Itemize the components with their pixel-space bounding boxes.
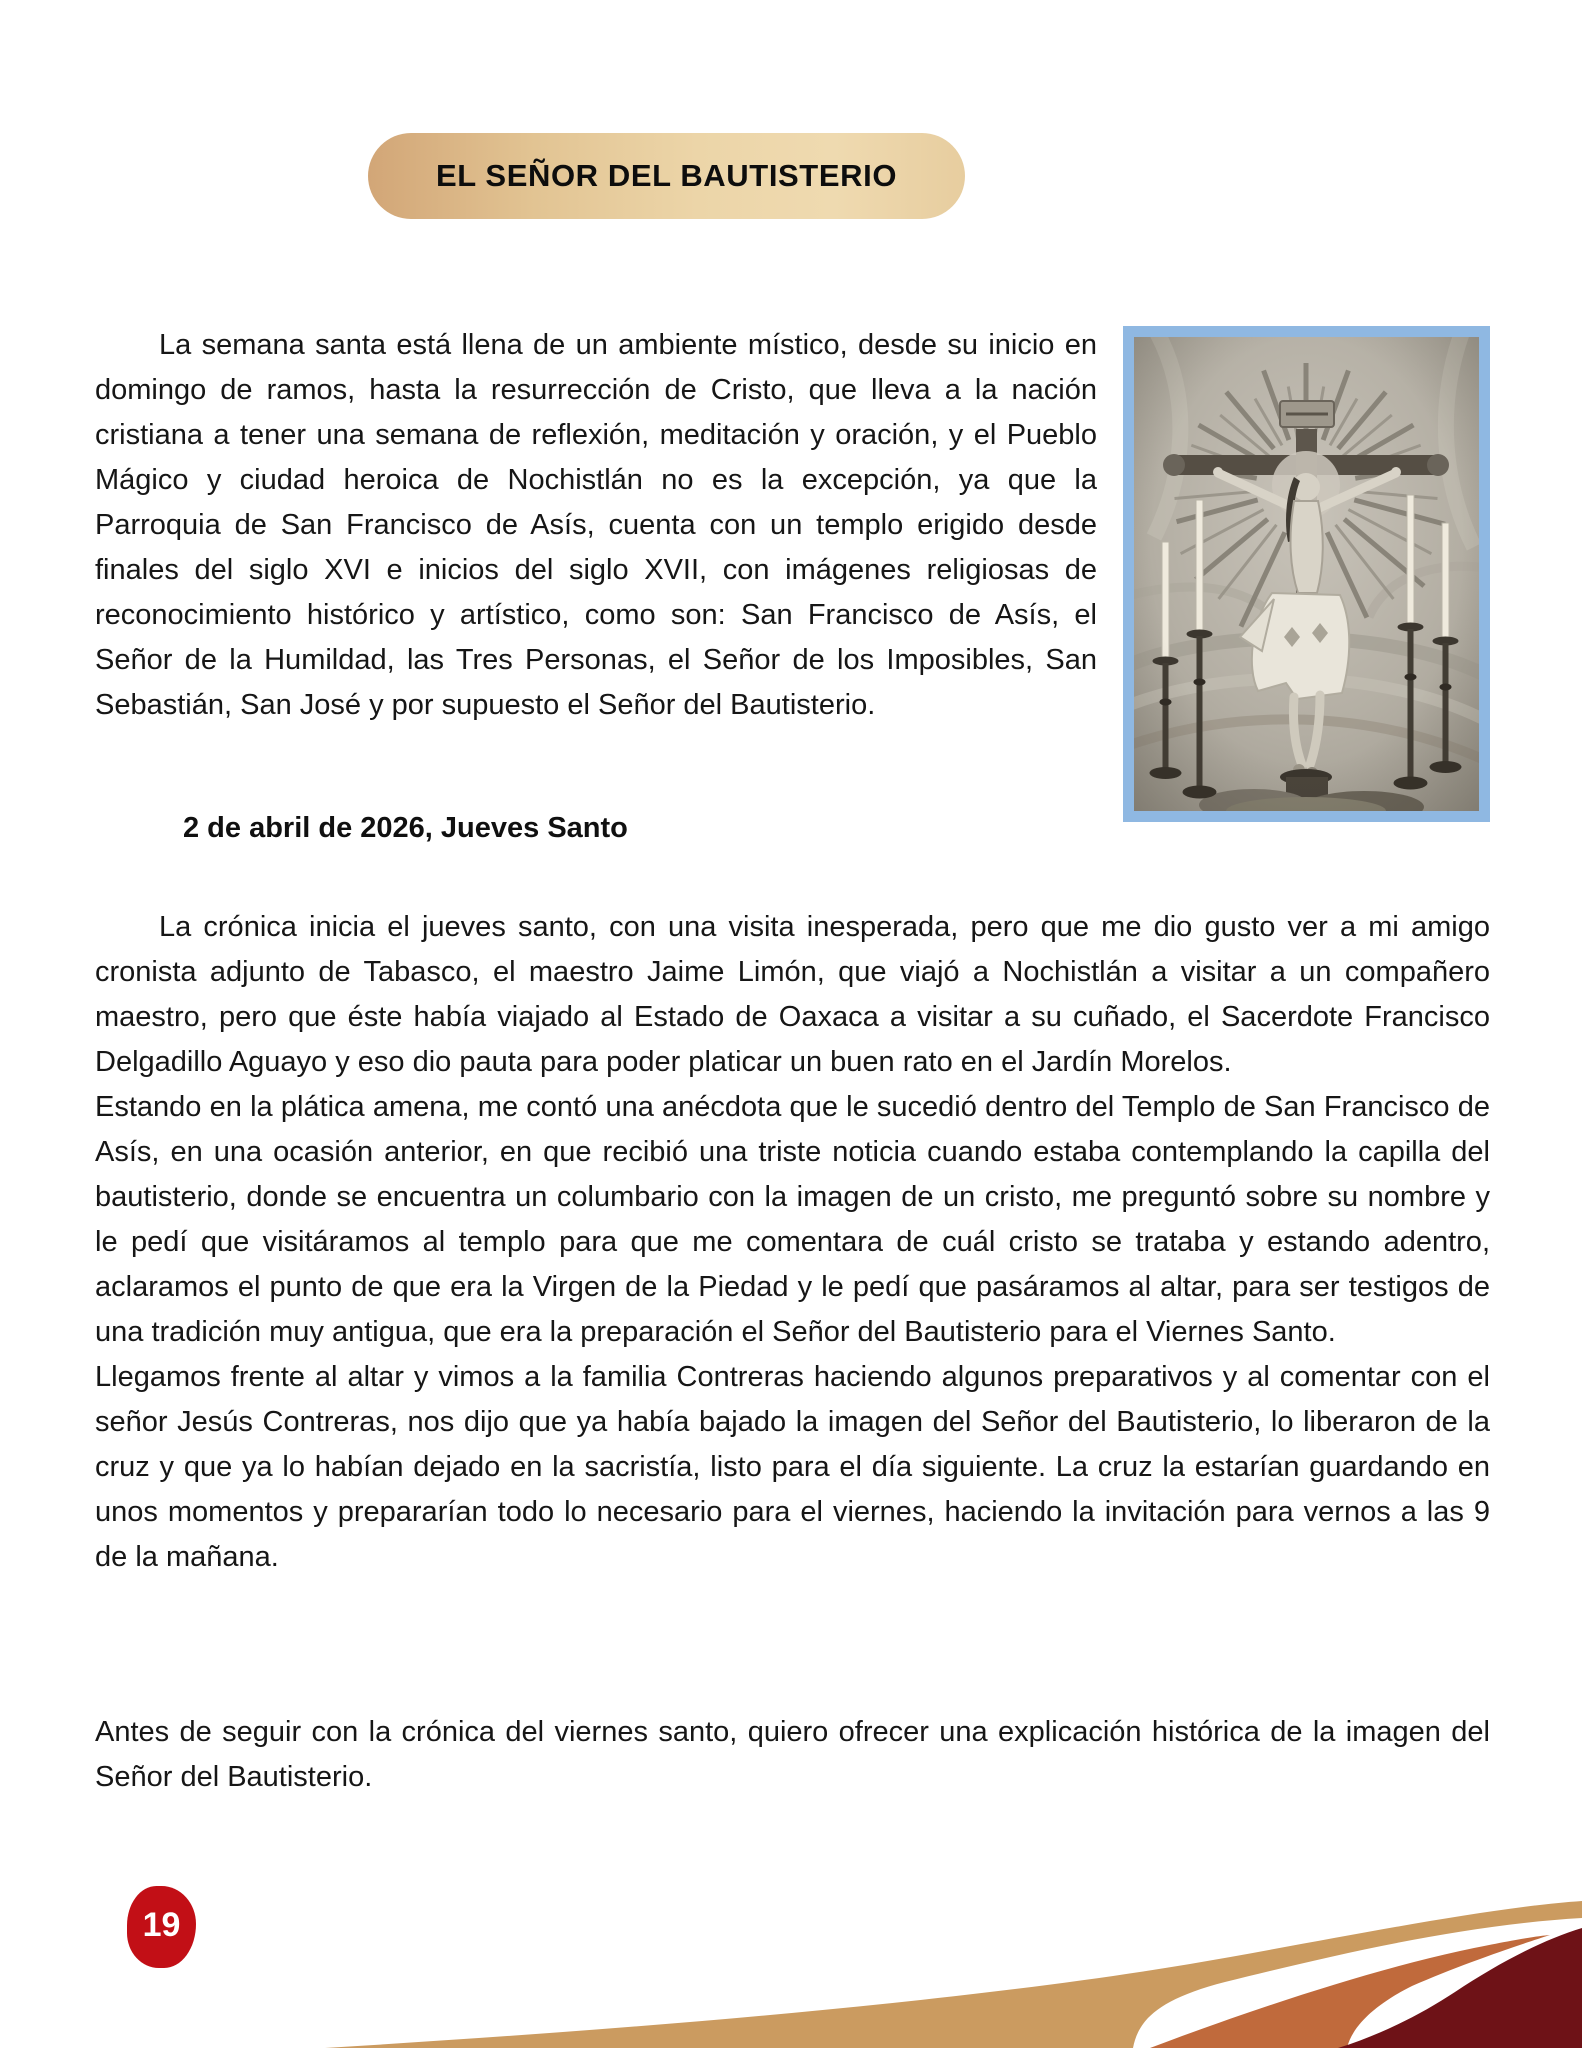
- date-heading: 2 de abril de 2026, Jueves Santo: [183, 812, 628, 844]
- title-banner: [368, 133, 965, 219]
- footer-wave-decoration: [0, 1808, 1582, 2048]
- crucifix-photo: [1123, 326, 1490, 822]
- crucifix-photo-art: [1134, 337, 1479, 811]
- paragraph-thursday-visit: La crónica inicia el jueves santo, con una visita inesperada, pero que me dio gusto ver a mi amigo cronista adjunto de Tabasco, el maestro Jaime Limón, que viajó a Nochistlán a visitar a un compañero maestro, pero que éste había viajado al Estado de Oaxaca a visitar a su cuñado, el Sacerdote Francisco Delgadillo Aguayo y eso dio pauta para poder platicar un buen rato en el Jardín Morelos.: [95, 911, 1490, 1078]
- page-number: 19: [142, 1905, 181, 1944]
- intro-section: [95, 323, 1490, 851]
- paragraph-anecdote: Estando en la plática amena, me contó una anécdota que le sucedió dentro del Templo de San Francisco de Asís, en una ocasión anterior, en que recibió una triste noticia cuando estaba contemplando la capilla del bautisterio, donde se encuentra un columbario con la imagen de un cristo, me preguntó sobre su nombre y le pedí que visitáramos al templo para que me comentara de cuál cristo se trataba y estando adentro, aclaramos el punto de que era la Virgen de la Piedad y le pedí que pasáramos al altar, para ser testigos de una tradición muy antigua, que era la preparación el Señor del Bautisterio para el Viernes Santo.: [95, 1091, 1490, 1348]
- paragraph-altar: Llegamos frente al altar y vimos a la familia Contreras haciendo algunos preparativos y al comentar con el señor Jesús Contreras, nos dijo que ya había bajado la imagen del Señor del Bautisterio, lo liberaron de la cruz y que ya lo habían dejado en la sacristía, listo para el día siguiente. La cruz la estarían guardando en unos momentos y prepararían todo lo necesario para el viernes, haciendo la invitación para vernos a las 9 de la mañana.: [95, 1361, 1490, 1573]
- page-title: EL SEÑOR DEL BAUTISTERIO: [435, 158, 898, 193]
- article: [95, 323, 1490, 1800]
- paragraph-closing: Antes de seguir con la crónica del viernes santo, quiero ofrecer una explicación histórica de la imagen del Señor del Bautisterio.: [95, 1716, 1490, 1793]
- intro-paragraph: La semana santa está llena de un ambiente místico, desde su inicio en domingo de ramos, hasta la resurrección de Cristo, que lleva a la nación cristiana a tener una semana de reflexión, meditación y oración, y el Pueblo Mágico y ciudad heroica de Nochistlán no es la excepción, ya que la Parroquia de San Francisco de Asís, cuenta con un templo erigido desde finales del siglo XVI e inicios del siglo XVII, con imágenes religiosas de reconocimiento histórico y artístico, como son: San Francisco de Asís, el Señor de la Humildad, las Tres Personas, el Señor de los Imposibles, San Sebastián, San José y por supuesto el Señor del Bautisterio.: [95, 329, 1097, 721]
- chronicle-body: [95, 851, 1490, 1800]
